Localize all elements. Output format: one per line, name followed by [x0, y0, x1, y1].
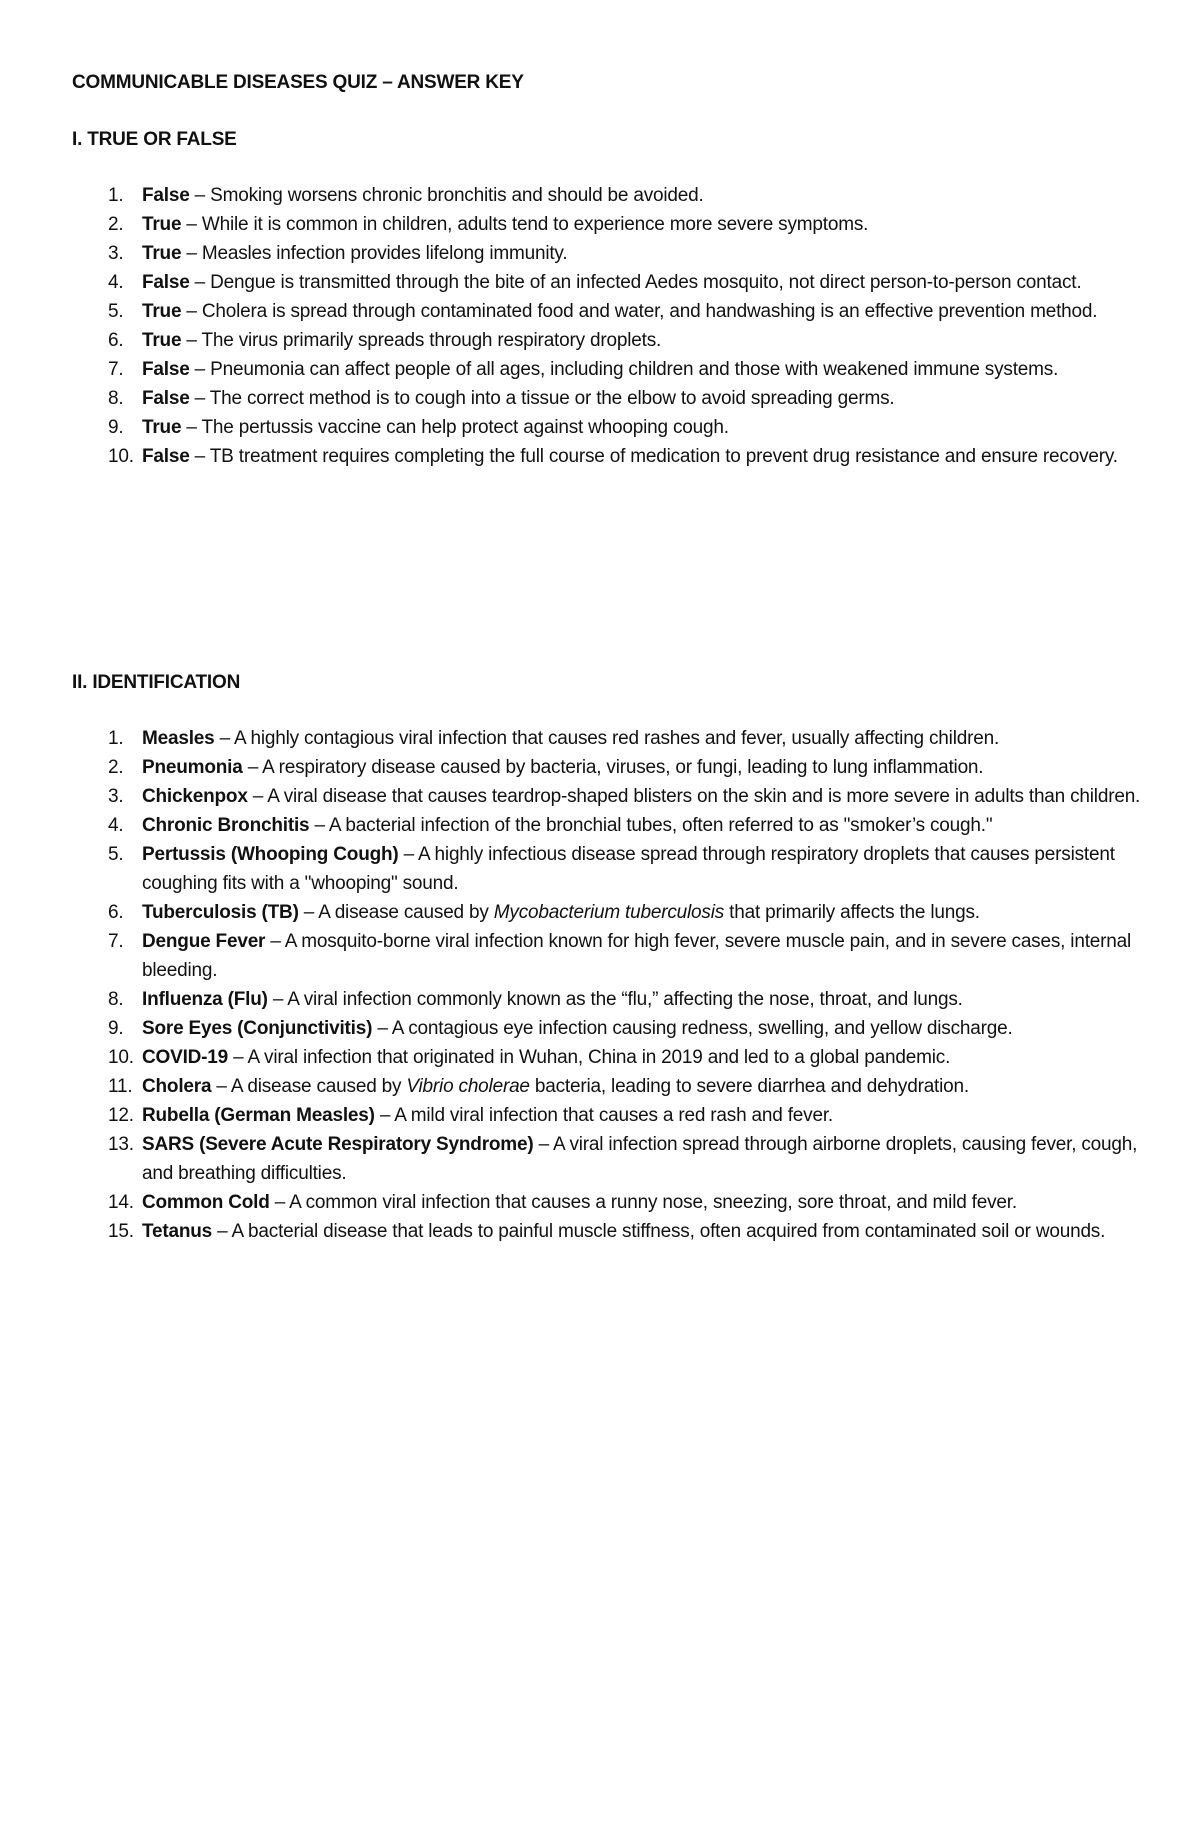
item-number [72, 268, 142, 297]
item-number-label: 10. [108, 446, 134, 467]
definition-text: A viral infection that originated in Wuhan, China in 2019 and led to a global pandemic. [247, 1047, 951, 1068]
item-number [72, 1101, 142, 1130]
dash-separator: – [189, 388, 210, 409]
explanation-text: Measles infection provides lifelong immunity. [201, 243, 568, 264]
explanation-text: Pneumonia can affect people of all ages, including children and those with weakened immune systems. [210, 359, 1059, 380]
dash-separator: – [212, 1221, 232, 1242]
item-body [142, 1043, 1142, 1072]
dash-separator: – [189, 446, 210, 467]
disease-term: Dengue Fever [142, 931, 266, 952]
dash-separator: – [189, 272, 211, 293]
item-number-label: 4. [108, 815, 124, 836]
explanation-text: Smoking worsens chronic bronchitis and should be avoided. [210, 185, 704, 206]
disease-term: Pertussis (Whooping Cough) [142, 844, 399, 865]
item-number [72, 1217, 142, 1246]
true-false-item [72, 297, 1142, 326]
item-body [142, 1101, 1142, 1130]
definition-text: A viral disease that causes teardrop-shaped blisters on the skin and is more severe in adults than children. [267, 786, 1141, 807]
item-body [142, 442, 1142, 471]
item-number-label: 8. [108, 989, 124, 1010]
item-body [142, 1072, 1142, 1101]
answer-label: False [142, 185, 190, 206]
true-false-item [72, 442, 1142, 471]
answer-label: True [142, 301, 182, 322]
definition-text: A highly contagious viral infection that causes red rashes and fever, usually affecting children. [234, 728, 1000, 749]
answer-label: False [142, 359, 190, 380]
answer-label: True [142, 214, 182, 235]
identification-item [72, 985, 1142, 1014]
item-body [142, 1130, 1142, 1188]
answer-label: True [142, 330, 182, 351]
item-body [142, 753, 1142, 782]
answer-label: False [142, 272, 190, 293]
item-number-label: 7. [108, 359, 124, 380]
item-number [72, 1130, 142, 1159]
dash-separator: – [298, 902, 319, 923]
item-number [72, 384, 142, 413]
explanation-text: The pertussis vaccine can help protect against whooping cough. [201, 417, 729, 438]
disease-term: Chickenpox [142, 786, 248, 807]
dash-separator: – [242, 757, 263, 778]
disease-term: Chronic Bronchitis [142, 815, 310, 836]
definition-text: A highly infectious disease spread through respiratory droplets that causes persistent coughing fits with a "whooping" sound. [142, 844, 1115, 894]
item-body [142, 985, 1142, 1014]
disease-term: Rubella (German Measles) [142, 1105, 375, 1126]
item-number [72, 782, 142, 811]
true-false-item [72, 355, 1142, 384]
item-number-label: 9. [108, 417, 124, 438]
definition-text: A mosquito-borne viral infection known for high fever, severe muscle pain, and in severe cases, internal bleeding. [142, 931, 1132, 981]
document-title: COMMUNICABLE DISEASES QUIZ – ANSWER KEY [72, 72, 524, 93]
answer-label: False [142, 388, 190, 409]
definition-text: A viral infection spread through airborne droplets, causing fever, cough, and breathing difficulties. [142, 1134, 1138, 1184]
item-number [72, 1188, 142, 1217]
item-number-label: 6. [108, 902, 124, 923]
item-number [72, 239, 142, 268]
true-false-item [72, 326, 1142, 355]
identification-item [72, 782, 1142, 811]
item-number [72, 985, 142, 1014]
item-number [72, 898, 142, 927]
true-false-item [72, 413, 1142, 442]
item-body [142, 782, 1142, 811]
definition-text: A disease caused by [318, 902, 494, 923]
item-number [72, 355, 142, 384]
explanation-text: The correct method is to cough into a tissue or the elbow to avoid spreading germs. [209, 388, 895, 409]
identification-item [72, 811, 1142, 840]
item-body [142, 384, 1142, 413]
identification-item [72, 1217, 1142, 1246]
item-number-label: 6. [108, 330, 124, 351]
item-number [72, 297, 142, 326]
item-number [72, 413, 142, 442]
true-false-answer-list [72, 181, 1142, 471]
explanation-text: The virus primarily spreads through respiratory droplets. [201, 330, 662, 351]
item-body [142, 297, 1142, 326]
item-number [72, 927, 142, 956]
disease-term: Sore Eyes (Conjunctivitis) [142, 1018, 373, 1039]
item-number-label: 5. [108, 301, 124, 322]
identification-answer-list [72, 724, 1142, 1246]
dash-separator: – [374, 1105, 395, 1126]
identification-item [72, 1188, 1142, 1217]
identification-item [72, 927, 1142, 985]
item-body [142, 1014, 1142, 1043]
definition-text: A bacterial disease that leads to painful muscle stiffness, often acquired from contaminated soil or wounds. [231, 1221, 1106, 1242]
item-number-label: 1. [108, 728, 124, 749]
definition-text: A common viral infection that causes a runny nose, sneezing, sore throat, and mild fever. [289, 1192, 1017, 1213]
definition-text: A bacterial infection of the bronchial tubes, often referred to as "smoker’s cough." [328, 815, 993, 836]
identification-item [72, 1072, 1142, 1101]
true-false-item [72, 268, 1142, 297]
explanation-text: TB treatment requires completing the full course of medication to prevent drug resistance and ensure recovery. [209, 446, 1118, 467]
dash-separator: – [267, 989, 288, 1010]
answer-label: True [142, 243, 182, 264]
item-body [142, 413, 1142, 442]
true-false-item [72, 239, 1142, 268]
dash-separator: – [189, 359, 211, 380]
explanation-text: Dengue is transmitted through the bite of an infected Aedes mosquito, not direct person-to-person contact. [210, 272, 1082, 293]
dash-separator: – [398, 844, 419, 865]
item-number-label: 4. [108, 272, 124, 293]
item-number-label: 2. [108, 757, 124, 778]
definition-text: that primarily affects the lungs. [724, 902, 980, 923]
item-body [142, 210, 1142, 239]
dash-separator: – [228, 1047, 248, 1068]
section-heading-true-false: I. TRUE OR FALSE [72, 129, 237, 150]
dash-separator: – [181, 214, 202, 235]
identification-item [72, 1043, 1142, 1072]
item-number-label: 8. [108, 388, 124, 409]
identification-item [72, 724, 1142, 753]
item-number-label: 13. [108, 1134, 134, 1155]
identification-item [72, 1130, 1142, 1188]
item-number [72, 210, 142, 239]
identification-item [72, 898, 1142, 927]
item-number [72, 724, 142, 753]
definition-text: A respiratory disease caused by bacteria, viruses, or fungi, leading to lung inflammation. [262, 757, 984, 778]
item-body [142, 1217, 1142, 1246]
dash-separator: – [265, 931, 285, 952]
explanation-text: Cholera is spread through contaminated food and water, and handwashing is an effective prevention method. [201, 301, 1098, 322]
item-number [72, 811, 142, 840]
definition-text: A viral infection commonly known as the “flu,” affecting the nose, throat, and lungs. [287, 989, 963, 1010]
scientific-name: Vibrio cholerae [406, 1076, 530, 1097]
item-body [142, 898, 1142, 927]
disease-term: Common Cold [142, 1192, 270, 1213]
item-body [142, 181, 1142, 210]
item-body [142, 724, 1142, 753]
disease-term: Tuberculosis (TB) [142, 902, 299, 923]
item-body [142, 239, 1142, 268]
dash-separator: – [181, 417, 202, 438]
item-body [142, 811, 1142, 840]
dash-separator: – [181, 243, 202, 264]
item-body [142, 927, 1142, 985]
item-number-label: 15. [108, 1221, 134, 1242]
item-number [72, 1014, 142, 1043]
item-number [72, 1072, 142, 1101]
item-number-label: 3. [108, 786, 124, 807]
item-number [72, 181, 142, 210]
definition-text: A mild viral infection that causes a red rash and fever. [394, 1105, 833, 1126]
item-number-label: 9. [108, 1018, 124, 1039]
item-body [142, 1188, 1142, 1217]
disease-term: Pneumonia [142, 757, 243, 778]
disease-term: Cholera [142, 1076, 212, 1097]
item-number [72, 840, 142, 869]
answer-label: False [142, 446, 190, 467]
item-number-label: 1. [108, 185, 124, 206]
definition-text: A contagious eye infection causing redness, swelling, and yellow discharge. [391, 1018, 1013, 1039]
item-body [142, 355, 1142, 384]
item-number-label: 2. [108, 214, 124, 235]
true-false-item [72, 384, 1142, 413]
disease-term: Measles [142, 728, 215, 749]
dash-separator: – [214, 728, 235, 749]
section-heading-identification: II. IDENTIFICATION [72, 672, 241, 693]
dash-separator: – [189, 185, 211, 206]
dash-separator: – [181, 330, 202, 351]
item-number [72, 326, 142, 355]
item-number-label: 11. [108, 1076, 133, 1097]
dash-separator: – [211, 1076, 231, 1097]
item-body [142, 326, 1142, 355]
item-number [72, 1043, 142, 1072]
dash-separator: – [533, 1134, 553, 1155]
dash-separator: – [181, 301, 202, 322]
item-number-label: 14. [108, 1192, 134, 1213]
identification-item [72, 840, 1142, 898]
disease-term: SARS (Severe Acute Respiratory Syndrome) [142, 1134, 534, 1155]
dash-separator: – [247, 786, 268, 807]
item-number-label: 7. [108, 931, 124, 952]
true-false-item [72, 181, 1142, 210]
item-number-label: 3. [108, 243, 124, 264]
definition-text: A disease caused by [230, 1076, 407, 1097]
true-false-item [72, 210, 1142, 239]
disease-term: COVID-19 [142, 1047, 229, 1068]
item-number-label: 12. [108, 1105, 134, 1126]
answer-label: True [142, 417, 182, 438]
scientific-name: Mycobacterium tuberculosis [493, 902, 725, 923]
dash-separator: – [269, 1192, 290, 1213]
dash-separator: – [372, 1018, 392, 1039]
item-number [72, 753, 142, 782]
disease-term: Tetanus [142, 1221, 213, 1242]
item-number-label: 5. [108, 844, 124, 865]
identification-item [72, 1014, 1142, 1043]
identification-item [72, 1101, 1142, 1130]
item-body [142, 840, 1142, 898]
item-number [72, 442, 142, 471]
definition-text: bacteria, leading to severe diarrhea and dehydration. [529, 1076, 969, 1097]
item-number-label: 10. [108, 1047, 134, 1068]
item-body [142, 268, 1142, 297]
dash-separator: – [309, 815, 329, 836]
disease-term: Influenza (Flu) [142, 989, 268, 1010]
identification-item [72, 753, 1142, 782]
explanation-text: While it is common in children, adults tend to experience more severe symptoms. [201, 214, 869, 235]
